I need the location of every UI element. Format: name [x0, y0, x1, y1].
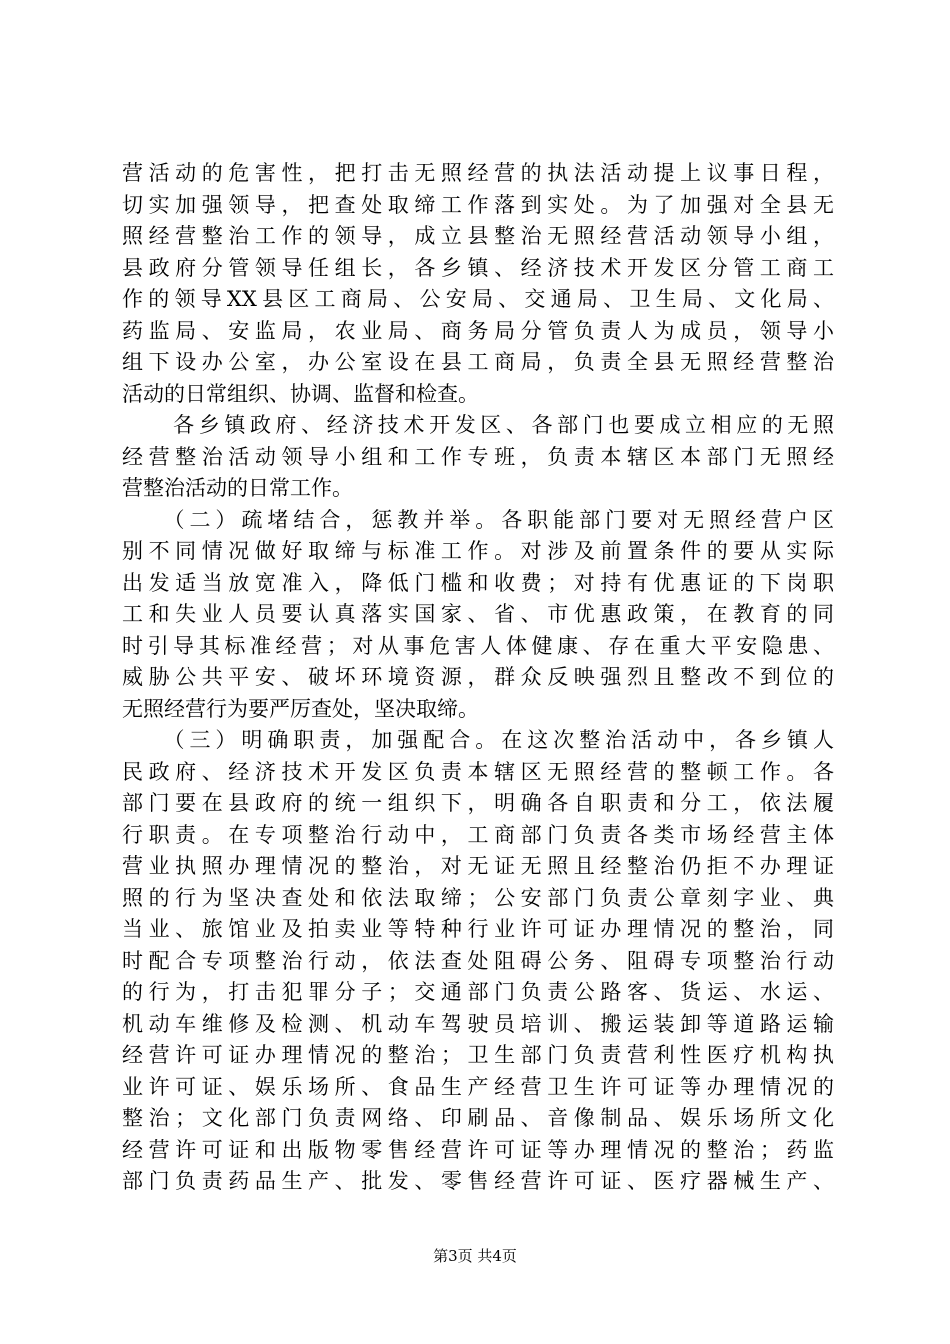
text-line: 营业执照办理情况的整治，对无证无照且经整治仍拒不办理证 — [122, 854, 834, 878]
text-line: 经营许可证办理情况的整治；卫生部门负责营利性医疗机构执 — [122, 1043, 834, 1067]
text-line: 部门要在县政府的统一组织下，明确各自职责和分工，依法履 — [122, 791, 834, 815]
text-line: （二）疏堵结合，惩教并举。各职能部门要对无照经营户区 — [122, 507, 834, 532]
text-line: 机动车维修及检测、机动车驾驶员培训、搬运装卸等道路运输 — [122, 1011, 834, 1036]
text-line: 时引导其标准经营；对从事危害人体健康、存在重大平安隐患、 — [122, 633, 834, 658]
text-line: 经营整治活动领导小组和工作专班，负责本辖区本部门无照经 — [122, 444, 834, 469]
text-line: 切实加强领导，把查处取缔工作落到实处。为了加强对全县无 — [122, 192, 834, 217]
text-line: （三）明确职责，加强配合。在这次整治活动中，各乡镇人 — [122, 728, 834, 752]
page-footer: 第3页 共4页 — [433, 1247, 517, 1265]
text-line: 作的领导XX县区工商局、公安局、交通局、卫生局、文化局、 — [122, 287, 834, 311]
text-line: 工和失业人员要认真落实国家、省、市优惠政策，在教育的同 — [122, 602, 834, 626]
text-line: 行职责。在专项整治行动中，工商部门负责各类市场经营主体 — [122, 822, 834, 847]
text-line: 照经营整治工作的领导，成立县整治无照经营活动领导小组， — [122, 224, 834, 248]
text-line: 的行为，打击犯罪分子；交通部门负责公路客、货运、水运、 — [122, 980, 834, 1004]
text-line: 无照经营行为要严厉查处，坚决取缔。 — [122, 696, 479, 721]
text-line: 威胁公共平安、破坏环境资源，群众反映强烈且整改不到位的 — [122, 665, 834, 689]
text-line: 活动的日常组织、协调、监督和检查。 — [122, 381, 479, 406]
text-line: 各乡镇政府、经济技术开发区、各部门也要成立相应的无照 — [122, 413, 834, 437]
text-line: 经营许可证和出版物零售经营许可证等办理情况的整治；药监 — [122, 1137, 834, 1162]
text-line: 营整治活动的日常工作。 — [122, 476, 353, 500]
text-line: 出发适当放宽准入，降低门槛和收费；对持有优惠证的下岗职 — [122, 570, 834, 595]
text-line: 当业、旅馆业及拍卖业等特种行业许可证办理情况的整治，同 — [122, 917, 834, 941]
text-line: 部门负责药品生产、批发、零售经营许可证、医疗器械生产、 — [122, 1169, 834, 1193]
text-line: 民政府、经济技术开发区负责本辖区无照经营的整顿工作。各 — [122, 759, 834, 784]
body-text — [122, 158, 834, 1198]
text-line: 药监局、安监局，农业局、商务局分管负责人为成员，领导小 — [122, 318, 834, 343]
text-line: 组下设办公室，办公室设在县工商局，负责全县无照经营整治 — [122, 350, 834, 374]
text-line: 整治；文化部门负责网络、印刷品、音像制品、娱乐场所文化 — [122, 1106, 834, 1130]
text-line: 照的行为坚决查处和依法取缔；公安部门负责公章刻字业、典 — [122, 885, 834, 910]
text-line: 别不同情况做好取缔与标准工作。对涉及前置条件的要从实际 — [122, 539, 834, 563]
text-line: 业许可证、娱乐场所、食品生产经营卫生许可证等办理情况的 — [122, 1074, 834, 1099]
text-line: 营活动的危害性，把打击无照经营的执法活动提上议事日程， — [122, 161, 834, 185]
text-line: 时配合专项整治行动，依法查处阻碍公务、阻碍专项整治行动 — [122, 948, 834, 973]
text-line: 县政府分管领导任组长，各乡镇、经济技术开发区分管工商工 — [122, 255, 834, 280]
